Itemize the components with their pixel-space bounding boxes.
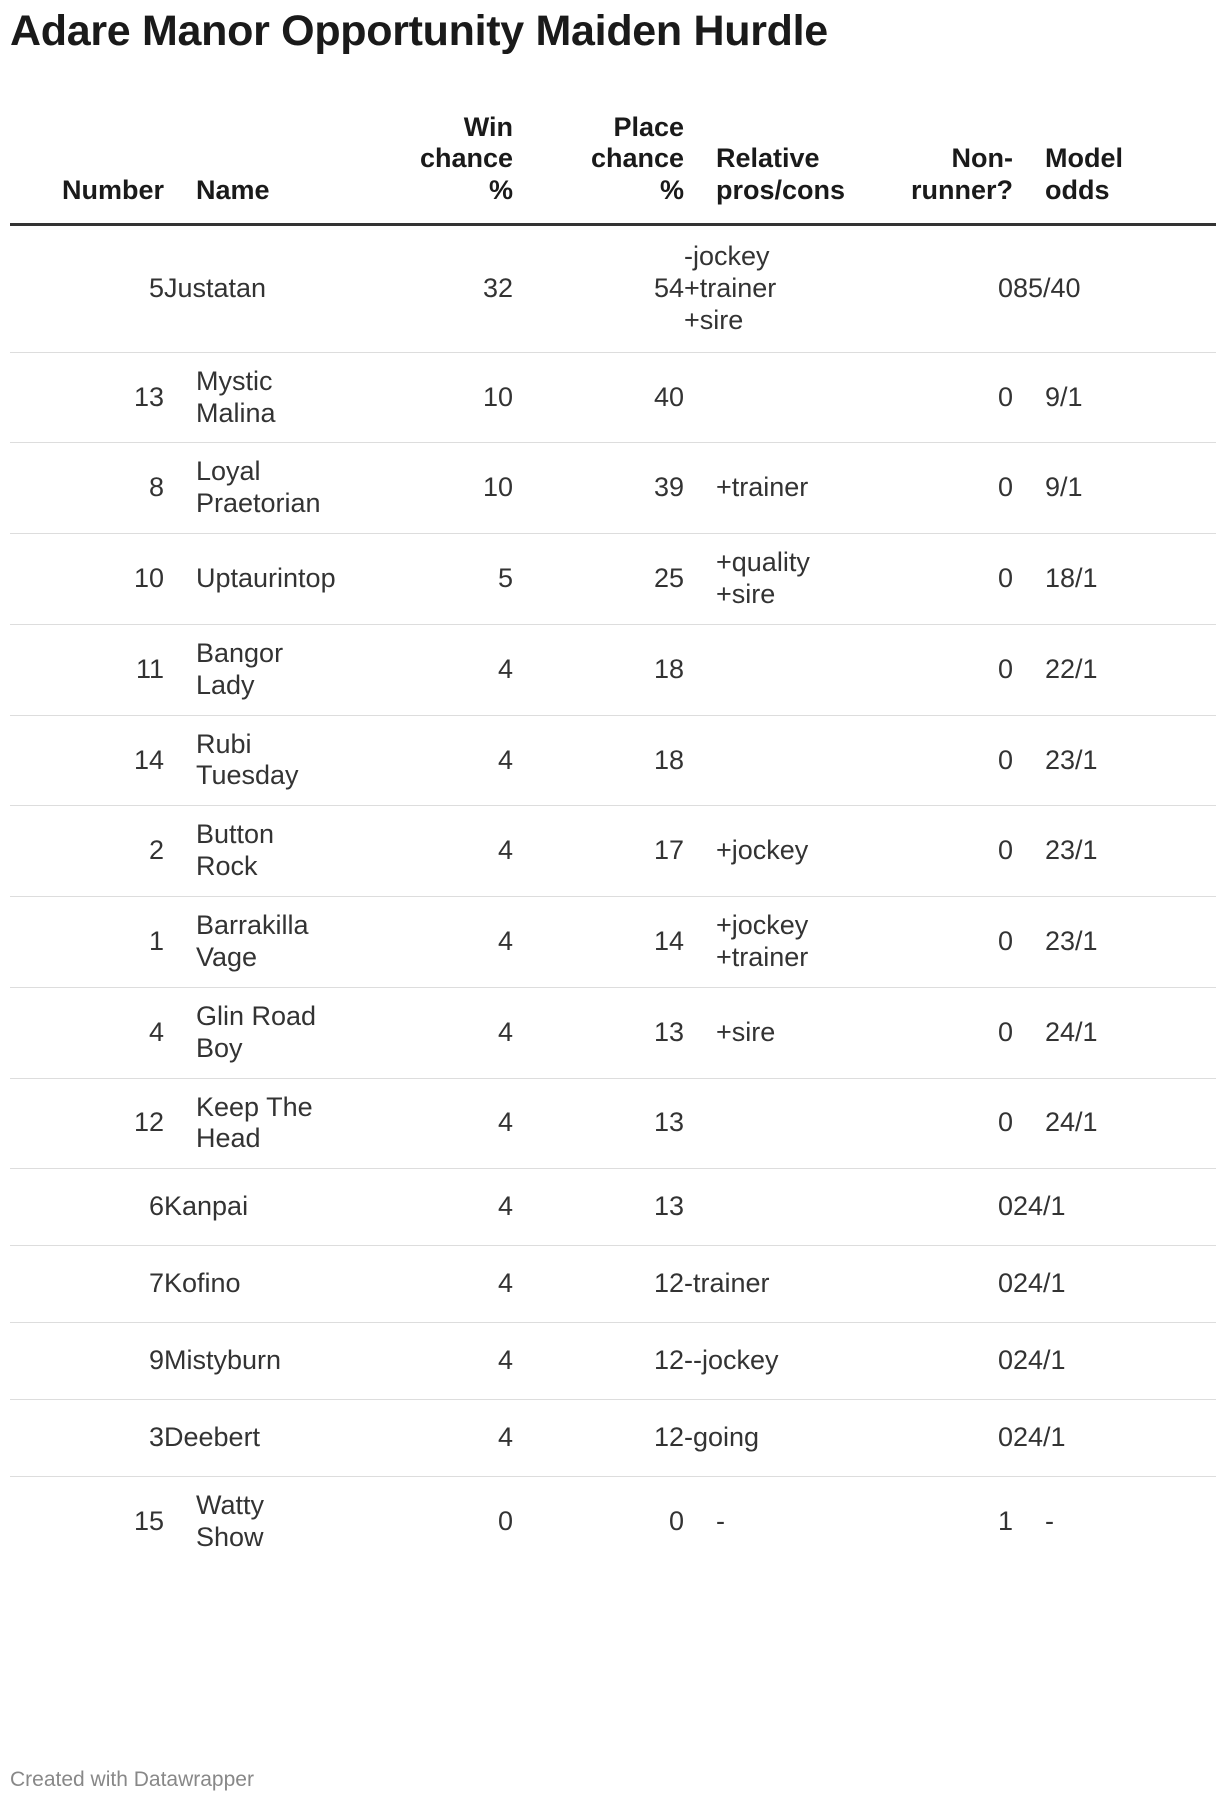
- cell-rel: [684, 624, 842, 715]
- cell-odds: [1013, 1169, 1216, 1246]
- cell-rel: [684, 352, 842, 443]
- cell-nr-text: 0: [997, 1421, 1013, 1452]
- cell-rel-text: +jockey: [716, 835, 809, 866]
- cell-place: [513, 443, 684, 534]
- table-row: [10, 1169, 1216, 1246]
- cell-name: [164, 624, 350, 715]
- cell-odds: [1013, 987, 1216, 1078]
- cell-number-text: 9: [148, 1344, 164, 1375]
- cell-number-text: 8: [148, 472, 164, 503]
- cell-odds-text: 85/40: [1013, 273, 1081, 304]
- cell-number-text: 15: [133, 1505, 164, 1536]
- cell-place: [513, 1246, 684, 1323]
- cell-place-text: 13: [653, 1016, 684, 1047]
- cell-number-text: 7: [148, 1268, 164, 1299]
- cell-number: [10, 1322, 164, 1399]
- footer-credit: Created with Datawrapper: [10, 1768, 254, 1791]
- cell-place-text: 18: [653, 744, 684, 775]
- cell-name-text: Deebert: [164, 1421, 261, 1452]
- cell-odds-text: 24/1: [1013, 1421, 1066, 1452]
- cell-odds: [1013, 1078, 1216, 1169]
- cell-nr: [842, 1476, 1013, 1566]
- table-row: [10, 715, 1216, 806]
- cell-name-text: Justatan: [164, 273, 267, 304]
- cell-rel: [684, 1476, 842, 1566]
- cell-odds-text: 24/1: [1045, 1107, 1098, 1138]
- cell-win: [350, 987, 513, 1078]
- cell-name: [164, 225, 350, 353]
- cell-nr: [842, 715, 1013, 806]
- table-row: [10, 806, 1216, 897]
- table-row: [10, 352, 1216, 443]
- cell-rel: [684, 1399, 842, 1476]
- cell-win-text: 4: [497, 1191, 513, 1222]
- cell-name-text: Loyal Praetorian: [196, 456, 321, 519]
- cell-rel-text: --jockey: [684, 1344, 779, 1375]
- cell-name: [164, 1322, 350, 1399]
- cell-number-text: 11: [135, 653, 164, 684]
- cell-nr: [842, 987, 1013, 1078]
- cell-win: [350, 715, 513, 806]
- cell-name: [164, 1399, 350, 1476]
- cell-name-text: Kofino: [164, 1268, 241, 1299]
- cell-rel: [684, 806, 842, 897]
- cell-rel: [684, 715, 842, 806]
- cell-place: [513, 225, 684, 353]
- cell-place: [513, 624, 684, 715]
- cell-odds-text: 23/1: [1045, 835, 1098, 866]
- cell-win: [350, 1476, 513, 1566]
- cell-number: [10, 1246, 164, 1323]
- header-number[interactable]: Number: [10, 112, 164, 225]
- cell-nr-text: 0: [997, 744, 1013, 775]
- cell-number: [10, 624, 164, 715]
- cell-win: [350, 1322, 513, 1399]
- cell-nr: [842, 225, 1013, 353]
- cell-nr: [842, 1322, 1013, 1399]
- cell-place: [513, 534, 684, 625]
- cell-place: [513, 1078, 684, 1169]
- cell-odds: [1013, 225, 1216, 353]
- cell-nr: [842, 897, 1013, 988]
- cell-win-text: 10: [482, 472, 513, 503]
- cell-nr-text: 0: [997, 1191, 1013, 1222]
- cell-name-text: Glin Road Boy: [196, 1000, 317, 1063]
- cell-place-text: 13: [653, 1107, 684, 1138]
- cell-place: [513, 897, 684, 988]
- cell-win-text: 4: [497, 1421, 513, 1452]
- cell-odds: [1013, 534, 1216, 625]
- cell-place: [513, 715, 684, 806]
- cell-odds-text: 23/1: [1045, 925, 1098, 956]
- cell-odds: [1013, 1476, 1216, 1566]
- cell-rel-text: +quality +sire: [716, 547, 810, 610]
- cell-number: [10, 225, 164, 353]
- cell-number: [10, 534, 164, 625]
- cell-name-text: Uptaurintop: [196, 563, 336, 594]
- cell-odds-text: 9/1: [1045, 381, 1083, 412]
- cell-rel-text: -trainer: [684, 1268, 770, 1299]
- cell-place: [513, 1322, 684, 1399]
- cell-odds-text: 22/1: [1045, 653, 1098, 684]
- cell-name-text: Watty Show: [196, 1489, 265, 1552]
- cell-win-text: 5: [497, 563, 513, 594]
- cell-rel-text: +jockey +trainer: [716, 910, 809, 972]
- cell-odds: [1013, 1322, 1216, 1399]
- cell-nr-text: 0: [997, 1107, 1013, 1138]
- cell-rel: [684, 1078, 842, 1169]
- table-row: [10, 987, 1216, 1078]
- header-non-runner[interactable]: Non- runner?: [842, 112, 1013, 225]
- cell-number-text: 13: [133, 381, 164, 412]
- table-body: [10, 225, 1216, 1567]
- cell-place-text: 40: [653, 381, 684, 412]
- cell-win: [350, 443, 513, 534]
- cell-place-text: 0: [668, 1505, 684, 1536]
- cell-number-text: 3: [148, 1421, 164, 1452]
- cell-name-text: Keep The Head: [196, 1091, 313, 1154]
- cell-rel: [684, 1169, 842, 1246]
- cell-win-text: 4: [497, 1344, 513, 1375]
- cell-place-text: 12: [653, 1268, 684, 1299]
- cell-place-text: 39: [653, 472, 684, 503]
- cell-name-text: Barrakilla Vage: [196, 910, 309, 972]
- cell-nr-text: 0: [997, 381, 1013, 412]
- cell-odds-text: 24/1: [1013, 1191, 1066, 1222]
- cell-name-text: Bangor Lady: [196, 637, 284, 700]
- table-row: [10, 624, 1216, 715]
- cell-name-text: Button Rock: [196, 819, 275, 882]
- header-name[interactable]: Name: [164, 112, 350, 225]
- cell-number-text: 10: [133, 563, 164, 594]
- cell-number-text: 1: [148, 925, 164, 956]
- cell-rel: [684, 443, 842, 534]
- cell-win-text: 4: [497, 653, 513, 684]
- cell-number-text: 5: [148, 273, 164, 304]
- cell-nr: [842, 1399, 1013, 1476]
- cell-number-text: 4: [148, 1016, 164, 1047]
- cell-nr-text: 1: [997, 1505, 1013, 1536]
- cell-rel-text: -: [716, 1505, 725, 1536]
- cell-number: [10, 987, 164, 1078]
- cell-name: [164, 897, 350, 988]
- cell-number-text: 6: [148, 1191, 164, 1222]
- cell-name: [164, 1078, 350, 1169]
- cell-name-text: Mystic Malina: [196, 365, 276, 428]
- cell-number: [10, 1476, 164, 1566]
- cell-rel: [684, 1322, 842, 1399]
- cell-odds: [1013, 1246, 1216, 1323]
- cell-win: [350, 352, 513, 443]
- cell-number: [10, 1399, 164, 1476]
- table-row: [10, 897, 1216, 988]
- cell-odds-text: 23/1: [1045, 744, 1098, 775]
- cell-odds: [1013, 806, 1216, 897]
- cell-win-text: 4: [497, 925, 513, 956]
- cell-win-text: 32: [482, 273, 513, 304]
- table-row: [10, 225, 1216, 353]
- cell-nr-text: 0: [997, 835, 1013, 866]
- table-row: [10, 1476, 1216, 1566]
- cell-odds-text: 24/1: [1013, 1344, 1066, 1375]
- cell-place: [513, 806, 684, 897]
- cell-number: [10, 443, 164, 534]
- cell-win-text: 0: [497, 1505, 513, 1536]
- header-model-odds[interactable]: Model odds: [1013, 112, 1216, 225]
- cell-nr-text: 0: [997, 472, 1013, 503]
- cell-win: [350, 1399, 513, 1476]
- cell-nr-text: 0: [997, 1344, 1013, 1375]
- cell-win: [350, 624, 513, 715]
- cell-name: [164, 987, 350, 1078]
- cell-place-text: 17: [653, 835, 684, 866]
- table-row: [10, 1246, 1216, 1323]
- cell-win: [350, 1169, 513, 1246]
- cell-number: [10, 1169, 164, 1246]
- cell-win-text: 4: [497, 835, 513, 866]
- table-row: [10, 1322, 1216, 1399]
- cell-nr-text: 0: [997, 1016, 1013, 1047]
- cell-name: [164, 1476, 350, 1566]
- cell-nr-text: 0: [997, 1268, 1013, 1299]
- cell-name: [164, 1246, 350, 1323]
- cell-nr: [842, 443, 1013, 534]
- cell-place-text: 18: [653, 653, 684, 684]
- cell-nr-text: 0: [997, 273, 1013, 304]
- cell-odds-text: 18/1: [1045, 563, 1098, 594]
- cell-win: [350, 1246, 513, 1323]
- cell-nr: [842, 534, 1013, 625]
- cell-number: [10, 897, 164, 988]
- cell-nr: [842, 624, 1013, 715]
- cell-name: [164, 1169, 350, 1246]
- cell-rel: [684, 225, 842, 353]
- cell-place-text: 13: [653, 1191, 684, 1222]
- cell-odds: [1013, 1399, 1216, 1476]
- cell-rel-text: +sire: [716, 1016, 776, 1047]
- table-row: [10, 1399, 1216, 1476]
- cell-number: [10, 352, 164, 443]
- cell-nr: [842, 806, 1013, 897]
- cell-number: [10, 715, 164, 806]
- cell-nr: [842, 1246, 1013, 1323]
- cell-number: [10, 1078, 164, 1169]
- cell-win: [350, 806, 513, 897]
- cell-win-text: 10: [482, 381, 513, 412]
- cell-rel-text: -jockey +trainer +sire: [684, 241, 777, 335]
- cell-place-text: 12: [653, 1421, 684, 1452]
- header-win-chance[interactable]: Win chance %: [350, 112, 513, 225]
- cell-number-text: 2: [148, 835, 164, 866]
- chart-title: Adare Manor Opportunity Maiden Hurdle: [10, 7, 828, 55]
- cell-odds-text: 24/1: [1045, 1016, 1098, 1047]
- cell-number: [10, 806, 164, 897]
- cell-nr: [842, 1169, 1013, 1246]
- cell-win: [350, 1078, 513, 1169]
- race-table: [10, 112, 1216, 1567]
- cell-place-text: 14: [653, 925, 684, 956]
- table-row: [10, 534, 1216, 625]
- cell-odds: [1013, 443, 1216, 534]
- cell-place-text: 54: [653, 273, 684, 304]
- cell-place-text: 25: [653, 563, 684, 594]
- table-row: [10, 1078, 1216, 1169]
- cell-place: [513, 987, 684, 1078]
- cell-number-text: 14: [133, 744, 164, 775]
- cell-place: [513, 1169, 684, 1246]
- cell-name: [164, 715, 350, 806]
- cell-name-text: Mistyburn: [164, 1344, 282, 1375]
- cell-number-text: 12: [133, 1107, 164, 1138]
- cell-rel: [684, 1246, 842, 1323]
- cell-rel: [684, 987, 842, 1078]
- cell-name: [164, 534, 350, 625]
- cell-odds: [1013, 897, 1216, 988]
- cell-win-text: 4: [497, 744, 513, 775]
- header-relative-pros-cons[interactable]: Relative pros/cons: [684, 112, 842, 225]
- cell-odds: [1013, 715, 1216, 806]
- cell-name: [164, 806, 350, 897]
- cell-name: [164, 352, 350, 443]
- cell-win-text: 4: [497, 1016, 513, 1047]
- cell-odds-text: 9/1: [1045, 472, 1083, 503]
- cell-place: [513, 352, 684, 443]
- cell-rel-text: +trainer: [716, 472, 809, 503]
- cell-nr: [842, 352, 1013, 443]
- cell-nr-text: 0: [997, 653, 1013, 684]
- cell-rel-text: -going: [684, 1421, 760, 1452]
- cell-nr: [842, 1078, 1013, 1169]
- cell-win-text: 4: [497, 1107, 513, 1138]
- cell-nr-text: 0: [997, 563, 1013, 594]
- cell-win: [350, 897, 513, 988]
- cell-odds: [1013, 624, 1216, 715]
- table-header-row: [10, 112, 1216, 225]
- cell-name-text: Rubi Tuesday: [196, 728, 299, 791]
- cell-name-text: Kanpai: [164, 1191, 249, 1222]
- cell-name: [164, 443, 350, 534]
- cell-win: [350, 225, 513, 353]
- cell-place: [513, 1476, 684, 1566]
- cell-place: [513, 1399, 684, 1476]
- table-row: [10, 443, 1216, 534]
- cell-win-text: 4: [497, 1268, 513, 1299]
- cell-odds-text: -: [1045, 1505, 1054, 1536]
- cell-place-text: 12: [653, 1344, 684, 1375]
- cell-nr-text: 0: [997, 925, 1013, 956]
- cell-odds: [1013, 352, 1216, 443]
- cell-rel: [684, 534, 842, 625]
- cell-win: [350, 534, 513, 625]
- cell-rel: [684, 897, 842, 988]
- header-place-chance[interactable]: Place chance %: [513, 112, 684, 225]
- cell-odds-text: 24/1: [1013, 1268, 1066, 1299]
